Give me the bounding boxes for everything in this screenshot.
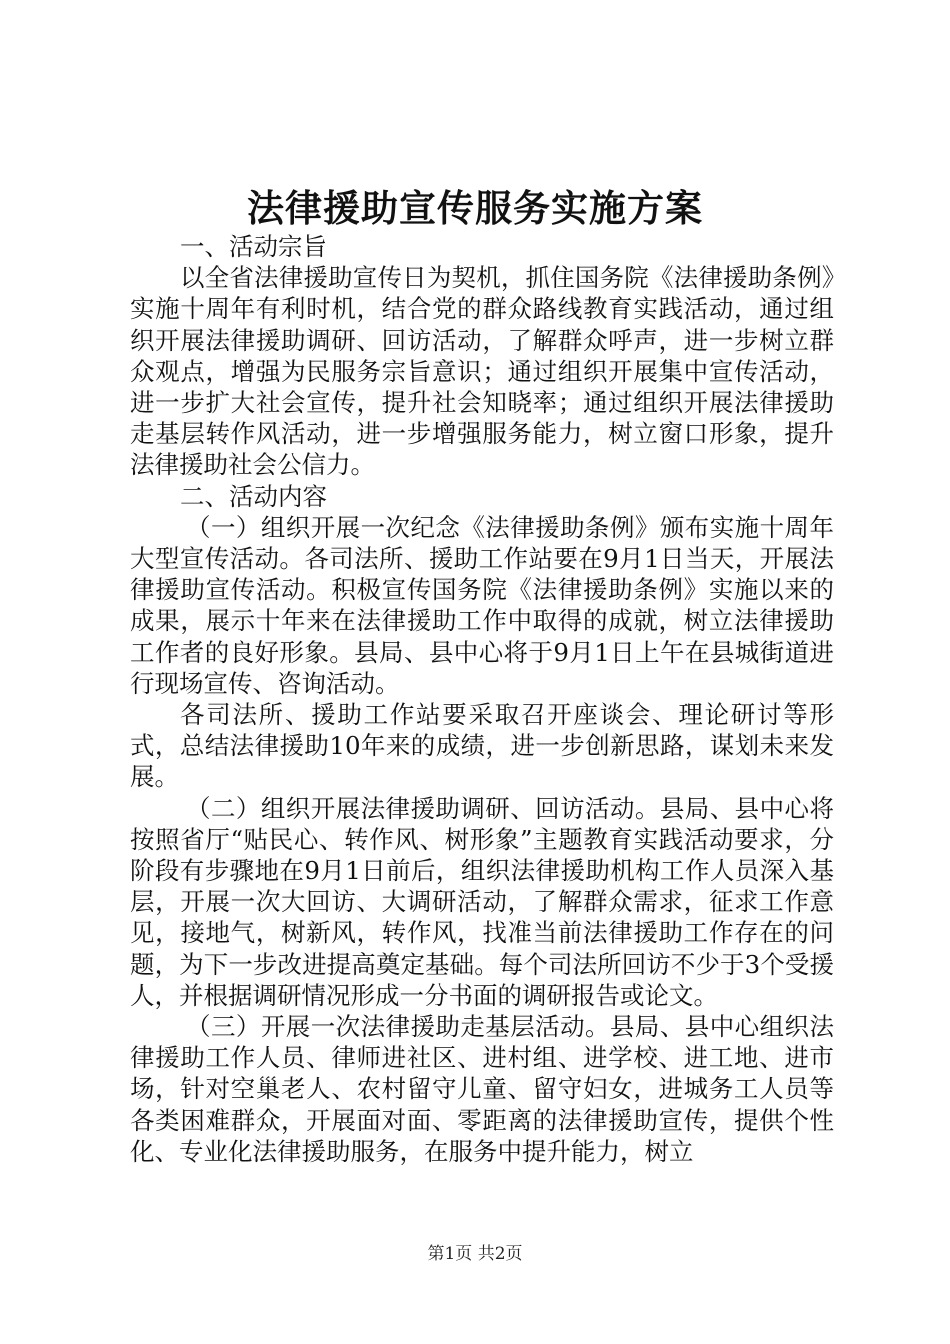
section-heading-content: 二、活动内容 [180, 481, 327, 511]
page-footer: 第1页 共2页 [427, 1244, 523, 1264]
paragraph-item-1: （一）组织开展一次纪念《法律援助条例》颁布实施十周年大型宣传活动。各司法所、援助工作站要在9月1日当天，开展法律援助宣传活动。积极宣传国务院《法律援助条例》实施以来的成果，展示十年来在法律援助工作中取得的成就，树立法律援助工作者的良好形象。县局、县中心将于9月1日上午在县城街道进行现场宣传、咨询活动。 [130, 512, 834, 698]
paragraph-item-3: （三）开展一次法律援助走基层活动。县局、县中心组织法律援助工作人员、律师进社区、进村组、进学校、进工地、进市场，针对空巢老人、农村留守儿童、留守妇女，进城务工人员等各类困难群众，开展面对面、零距离的法律援助宣传，提供个性化、专业化法律援助服务，在服务中提升能力，树立 [130, 1012, 834, 1166]
paragraph-item-1-extra: 各司法所、援助工作站要采取召开座谈会、理论研讨等形式，总结法律援助10年来的成绩，进一步创新思路，谋划未来发展。 [130, 700, 834, 792]
section-heading-purpose: 一、活动宗旨 [180, 232, 327, 261]
paragraph-item-2: （二）组织开展法律援助调研、回访活动。县局、县中心将按照省厅“贴民心、转作风、树形象”主题教育实践活动要求，分阶段有步骤地在9月1日前后，组织法律援助机构工作人员深入基层，开展一次大回访、大调研活动，了解群众需求，征求工作意见，接地气，树新风，转作风，找准当前法律援助工作存在的问题，为下一步改进提高奠定基础。每个司法所回访不少于3个受援人，并根据调研情况形成一分书面的调研报告或论文。 [130, 793, 834, 1010]
document-title: 法律援助宣传服务实施方案 [247, 186, 703, 230]
paragraph-purpose: 以全省法律援助宣传日为契机，抓住国务院《法律援助条例》实施十周年有利时机，结合党的群众路线教育实践活动，通过组织开展法律援助调研、回访活动，了解群众呼声，进一步树立群众观点，增强为民服务宗旨意识；通过组织开展集中宣传活动，进一步扩大社会宣传，提升社会知晓率；通过组织开展法律援助走基层转作风活动，进一步增强服务能力，树立窗口形象，提升法律援助社会公信力。 [130, 263, 834, 480]
document-body [130, 231, 834, 1167]
